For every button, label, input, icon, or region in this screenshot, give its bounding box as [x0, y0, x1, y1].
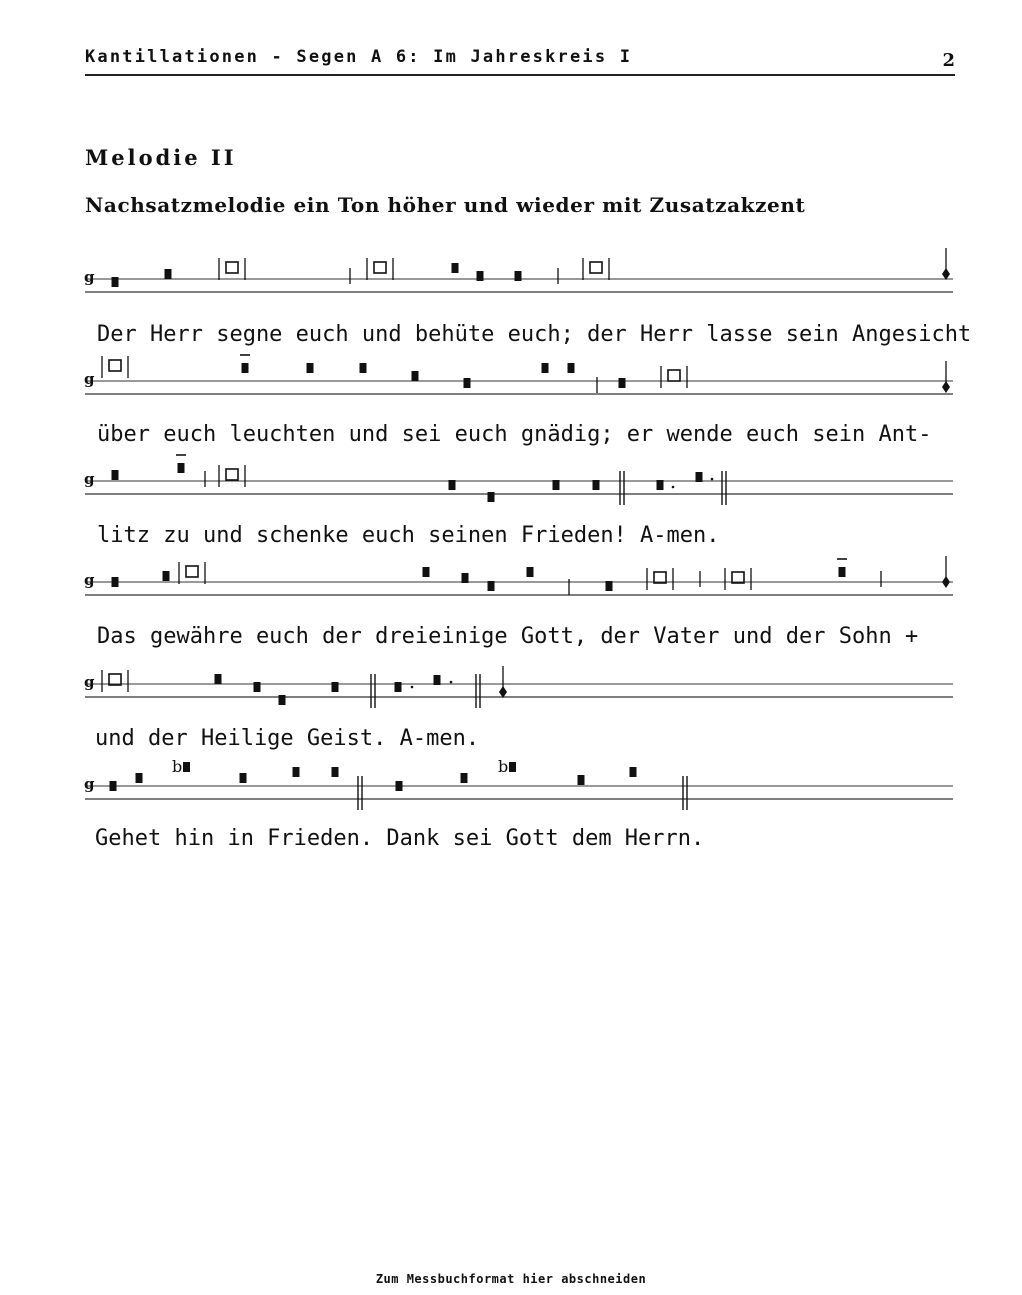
note-square: [619, 378, 626, 388]
lyric-line: litz zu und schenke euch seinen Frieden! A-men.: [97, 523, 720, 548]
note-square: [452, 263, 459, 273]
note-hollow: [109, 360, 121, 371]
note-dot: [672, 486, 675, 489]
final-diamond: [942, 381, 950, 393]
section-title: Melodie II: [85, 145, 237, 170]
page-number: 2: [942, 50, 955, 71]
footer-note: Zum Messbuchformat hier abschneiden: [375, 1272, 647, 1286]
note-square: [183, 762, 190, 772]
note-square: [578, 775, 585, 785]
note-square: [254, 682, 261, 692]
note-dot: [411, 686, 414, 689]
clef-g: g: [84, 470, 95, 488]
note-square: [515, 271, 522, 281]
note-square: [279, 695, 286, 705]
note-square: [112, 577, 119, 587]
note-hollow: [732, 572, 744, 583]
note-square: [839, 567, 846, 577]
note-square: [395, 682, 402, 692]
note-square: [293, 767, 300, 777]
flat-sign: b: [172, 757, 183, 776]
note-square: [464, 378, 471, 388]
note-square: [488, 581, 495, 591]
note-square: [163, 571, 170, 581]
note-hollow: [590, 262, 602, 273]
note-square: [307, 363, 314, 373]
note-dot: [450, 681, 453, 684]
note-square: [412, 371, 419, 381]
note-hollow: [654, 572, 666, 583]
lyric-line: Das gewähre euch der dreieinige Gott, der Vater und der Sohn +: [97, 624, 919, 649]
clef-g: g: [84, 571, 95, 589]
note-square: [396, 781, 403, 791]
note-square: [240, 773, 247, 783]
lyric-line: über euch leuchten und sei euch gnädig; er wende euch sein Ant-: [97, 422, 932, 447]
note-square: [112, 470, 119, 480]
note-square: [136, 773, 143, 783]
note-hollow: [668, 370, 680, 381]
note-square: [110, 781, 117, 791]
note-square: [461, 773, 468, 783]
section-subtitle: Nachsatzmelodie ein Ton höher und wieder mit Zusatzakzent: [85, 193, 806, 217]
note-square: [630, 767, 637, 777]
note-square: [477, 271, 484, 281]
final-diamond: [942, 268, 950, 280]
note-square: [527, 567, 534, 577]
final-diamond: [942, 576, 950, 588]
lyric-line: und der Heilige Geist. A-men.: [95, 726, 480, 751]
note-square: [488, 492, 495, 502]
note-square: [423, 567, 430, 577]
note-square: [360, 363, 367, 373]
note-square: [215, 674, 222, 684]
lyric-line: Gehet hin in Frieden. Dank sei Gott dem Herrn.: [95, 826, 705, 851]
clef-g: g: [84, 673, 95, 691]
note-hollow: [226, 469, 238, 480]
clef-g: g: [84, 370, 95, 388]
note-dot: [711, 478, 714, 481]
note-square: [332, 682, 339, 692]
flat-sign: b: [498, 757, 509, 776]
note-square: [434, 675, 441, 685]
note-square: [553, 480, 560, 490]
note-square: [542, 363, 549, 373]
note-hollow: [109, 674, 121, 685]
note-square: [165, 269, 172, 279]
header-title: Kantillationen - Segen A 6: Im Jahreskreis I: [85, 47, 633, 67]
note-square: [178, 463, 185, 473]
note-square: [509, 762, 516, 772]
note-square: [568, 363, 575, 373]
note-square: [606, 581, 613, 591]
lyric-line: Der Herr segne euch und behüte euch; der Herr lasse sein Angesicht: [97, 322, 972, 347]
note-hollow: [186, 566, 198, 577]
note-square: [696, 472, 703, 482]
note-square: [657, 480, 664, 490]
note-square: [112, 277, 119, 287]
note-hollow: [374, 262, 386, 273]
note-square: [593, 480, 600, 490]
note-square: [449, 480, 456, 490]
note-square: [242, 363, 249, 373]
clef-g: g: [84, 775, 95, 793]
note-square: [332, 767, 339, 777]
note-hollow: [226, 262, 238, 273]
note-square: [462, 573, 469, 583]
clef-g: g: [84, 268, 95, 286]
final-diamond: [499, 686, 507, 698]
